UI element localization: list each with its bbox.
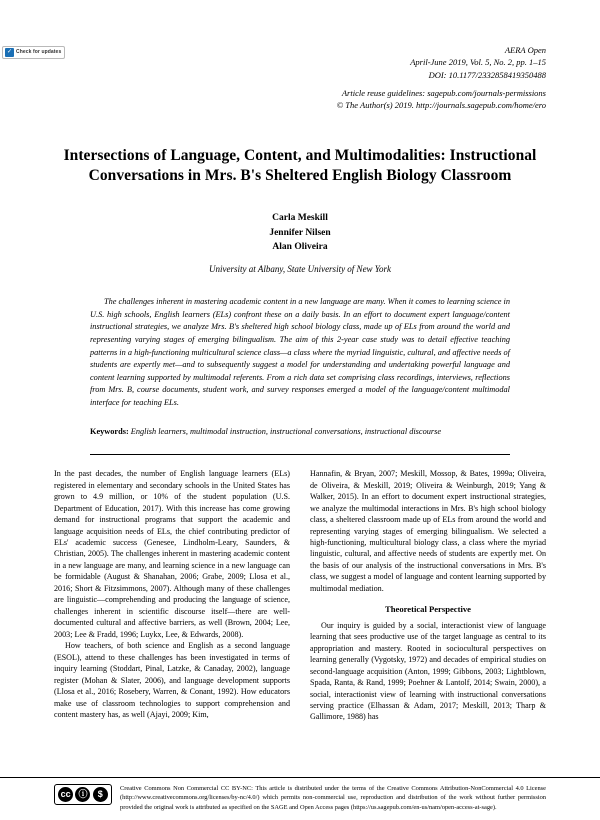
license-body: This article is distributed under the terms of the Creative Commons Attribution-NonCommercial 4.0 License (http://www.creativecommons.org/licenses/by-nc/4.0/) which permits non-commercial use, reproduction and distribution of the work without further permission provided the original work is attributed as specified on the SAGE and Open Access pages (https://us.sagepub.com/en-us/nam/open-access-at-sage). xyxy=(120,785,546,811)
author-list xyxy=(54,211,546,254)
journal-doi: DOI: 10.1177/2332858419350488 xyxy=(428,69,546,80)
cc-icon: cc xyxy=(58,787,73,802)
creative-commons-badge[interactable] xyxy=(54,784,112,805)
affiliation: University at Albany, State University of New York xyxy=(209,264,391,275)
keywords xyxy=(90,426,510,438)
page-title: Intersections of Language, Content, and Multimodalities: Instructional Conversations in Mrs. B's Sheltered English Biology Classroom xyxy=(63,146,537,185)
article-page xyxy=(0,44,600,820)
crossmark-label: Check for updates xyxy=(16,48,62,55)
by-person-icon: ⓘ xyxy=(75,787,90,802)
author-name: Carla Meskill xyxy=(272,213,328,224)
abstract: The challenges inherent in mastering academic content in a new language are many. When it comes to learning science in U.S. high schools, English learners (ELs) confront these on a daily basis. In an effort to document expert language/content instructional strategies, we analyze Mrs. B's sheltered high school biology class, made up of ELs from around the world and representing varying stages of emerging bilingualism. The aim of this 2-year case study was to detail effective teaching patterns in a high-functioning multicultural science class—a class where the myriad linguistic, cultural, and affective needs of students are expertly met—and to subsequently suggest a model for understanding and undertaking powerful language and content learning supported by multimodal referents. From a rich data set comprising class recordings, interviews, reflections from Mrs. B, course documents, student work, and survey responses emerged a model of the language/content multimodal interface for teaching ELs. xyxy=(90,297,510,408)
column-right xyxy=(310,468,546,723)
section-heading: Theoretical Perspective xyxy=(385,604,471,615)
crossmark-badge[interactable] xyxy=(2,46,65,59)
reuse-guidelines[interactable]: Article reuse guidelines: sagepub.com/journals-permissions xyxy=(341,87,546,98)
license-heading: Creative Commons Non Commercial CC BY-NC: xyxy=(120,785,253,793)
copyright-line[interactable]: © The Author(s) 2019. http://journals.sagepub.com/home/ero xyxy=(336,100,546,111)
body-columns xyxy=(54,468,546,723)
keywords-list: English learners, multimodal instruction, instructional conversations, instructional discourse xyxy=(130,426,442,436)
license-footer xyxy=(0,777,600,820)
column-left xyxy=(54,468,290,723)
author-name: Jennifer Nilsen xyxy=(269,227,331,238)
noncommercial-icon: $ xyxy=(93,787,108,802)
journal-header xyxy=(54,44,546,112)
license-text xyxy=(120,784,546,812)
journal-issue: April-June 2019, Vol. 5, No. 2, pp. 1–15 xyxy=(410,57,546,68)
paragraph: Our inquiry is guided by a social, interactionist view of language learning that sees productive use of the target language as central to its appropriation and mastery. Rooted in sociocultural perspectives on learning generally (Vygotsky, 1972) and decades of empirical studies on second-language acquisition (Anton, 1999; Gibbons, 2003; Lightblown, Spada, Ranta, & Rand, 1999; Poehner & Lantolf, 2014; Swain, 2000), a social, interactionist view of learning with instructional conversations serving practice (Elhassan & Adam, 2017; Meskill, 2013; Tharp & Gallimore, 1988) has xyxy=(310,620,546,722)
paragraph: How teachers, of both science and English as a second language (ESOL), attend to these challenges has been investigated in terms of inquiry learning (Stoddart, Pinal, Latzke, & Canaday, 2002), language register (Mohan & Slater, 2006), and language development supports (Llosa et al., 2016; Rosebery, Warren, & Conant, 1992). How educators make use of classroom technologies to support comprehension and content mastery has, as well (Ajayi, 2009; Kim, xyxy=(54,641,290,720)
paragraph: In the past decades, the number of English language learners (ELs) registered in elementary and secondary schools in the United States has grown to 4.9 million, or 10% of the student population (U.S. Department of Education, 2017). With this increase has come growing demand for instructional programs that support the academic and language acquisition needs of ELs, the chief contributing predictor of ELs' academic success (Genesee, Lindholm-Leary, Saunders, & Christian, 2005). The challenges inherent in mastering academic content in a new language are many, and learning science in a new language can be formidable (August & Shanahan, 2006; Grabe, 2009; Llosa et al., 2016; Short & Fitzsimmons, 2007). Although many of these challenges are linguistic—comprehending and producing the language of science, challenges inherent in scientific discourse itself—there are well-documented cultural and affective barriers, as well (Brown, 2004; Lee, 2003; Lee & Fradd, 1996; Luykx, Lee, & Edwards, 2008). xyxy=(54,469,290,639)
keywords-label: Keywords: xyxy=(90,426,129,436)
checkmark-icon: ✓ xyxy=(6,49,13,56)
journal-name: AERA Open xyxy=(504,45,546,55)
paragraph: Hannafin, & Bryan, 2007; Meskill, Mossop, & Bates, 1999a; Oliveira, de Oliveira, & Meskill, 2019; Oliveira & Weinburgh, 2019; Yang & Walker, 2015). In an effort to document expert instructional strategies, we analyze the multimodal interactions in Mrs. B's high school biology class, a sheltered classroom made up of ELs from around the world and representing varying stages of emerging bilingualism. We selected a high-functioning, multicultural biology class, a class where the myriad linguistic, cultural, and affective needs of students are expertly met. On the basis of our analysis of the instructional conversations in Mrs. B's class, we suggest a model of language and content learning supported by multimodal mediation. xyxy=(310,469,546,593)
author-name: Alan Oliveira xyxy=(272,241,328,252)
section-divider xyxy=(90,454,510,455)
